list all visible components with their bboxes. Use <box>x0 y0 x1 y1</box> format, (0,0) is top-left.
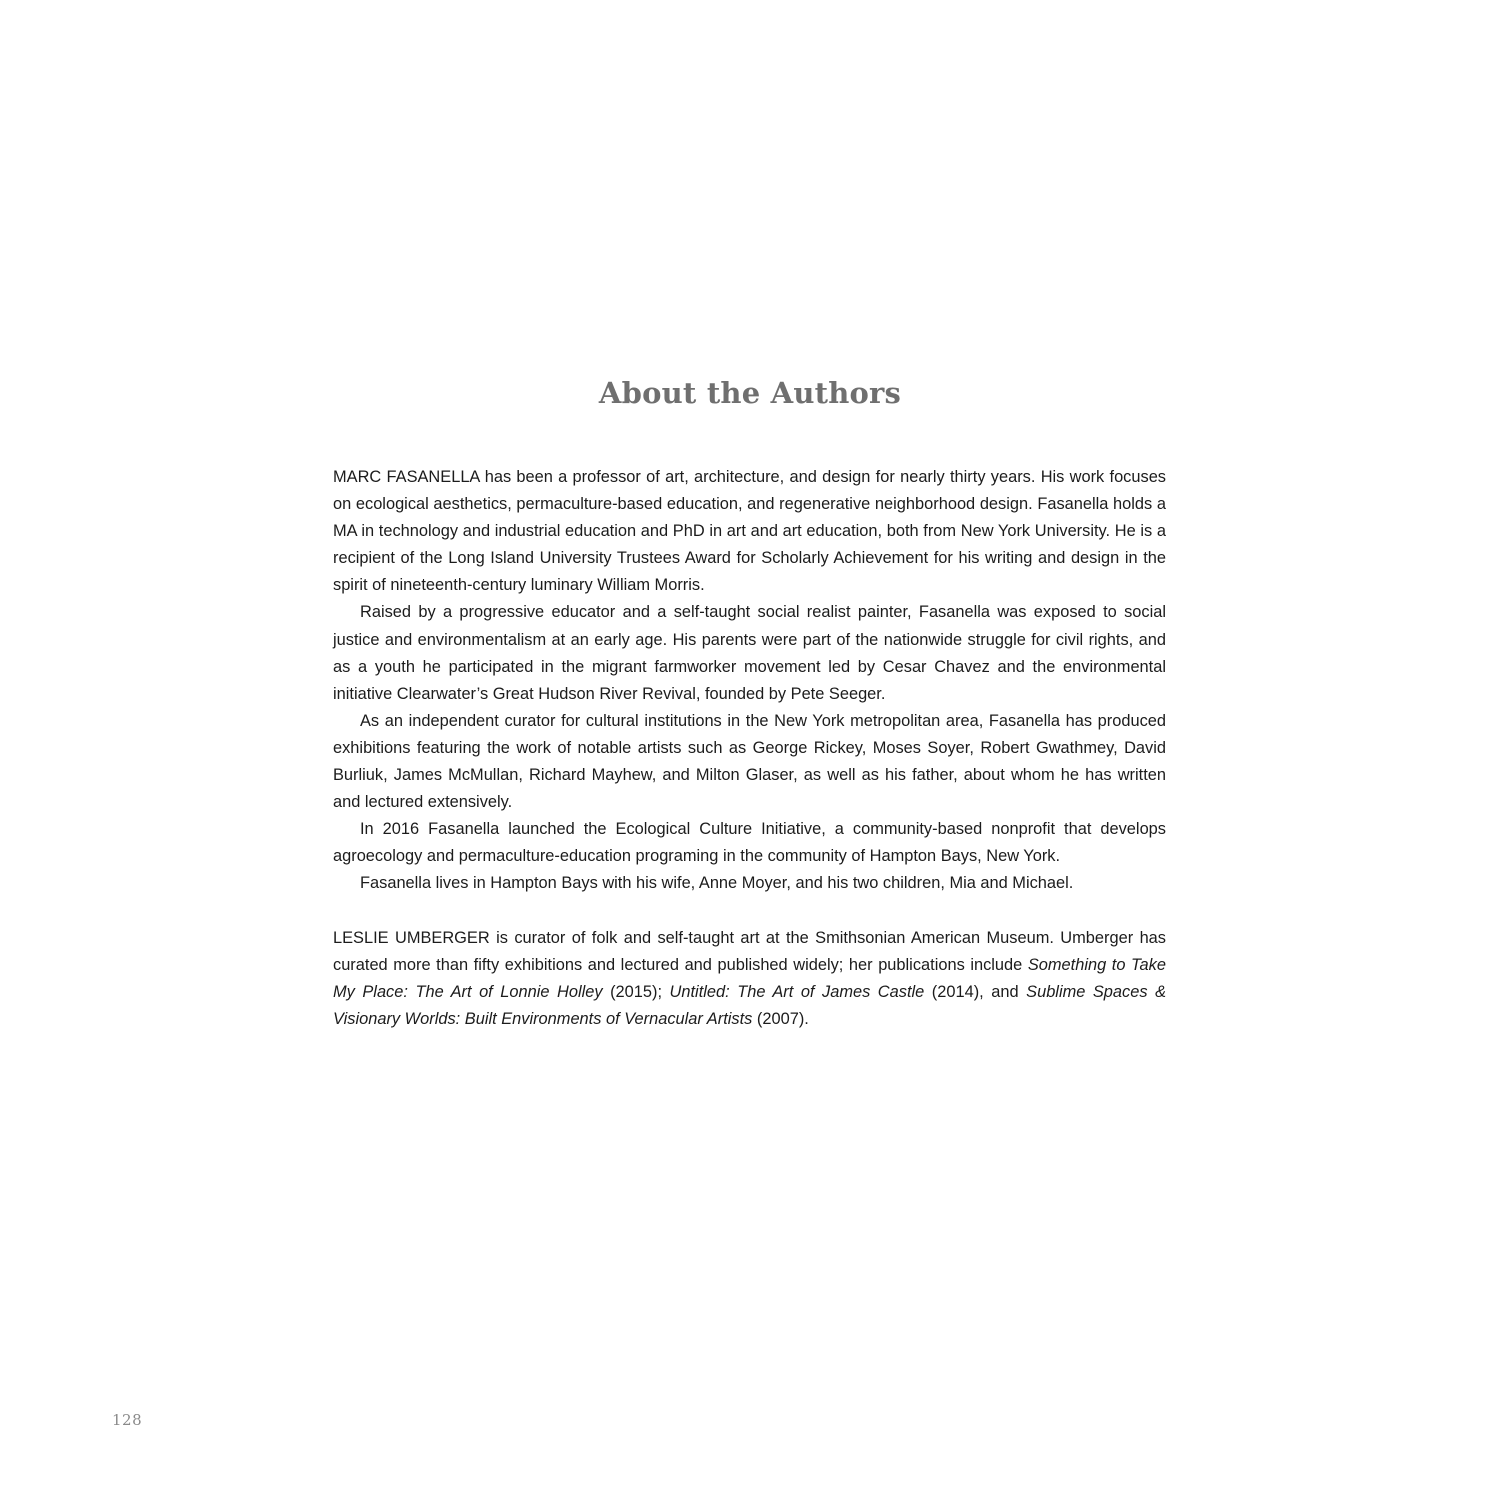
publication-title-3: Sublime Spaces & Visionary Worlds: Built Environments of Vernacular Artists <box>333 982 1167 1028</box>
section-gap <box>333 898 1166 925</box>
publication-year-2: (2014), and <box>924 982 1027 1001</box>
publication-year-1: (2015); <box>602 982 670 1001</box>
fasanella-paragraph-5: Fasanella lives in Hampton Bays with his wife, Anne Moyer, and his two children, Mia and Michael. <box>360 874 1074 893</box>
page-number: 128 <box>112 1411 143 1429</box>
umberger-paragraph <box>333 925 1166 1033</box>
authors-body <box>333 464 1166 1033</box>
publication-title-2: Untitled: The Art of James Castle <box>669 982 925 1001</box>
fasanella-paragraph-3: As an independent curator for cultural institutions in the New York metropolitan area, Fasanella has produced exhibitions featuring the work of notable artists such as George Rickey, Moses Soyer, Robert Gwathmey, David Burliuk, James McMullan, Richard Mayhew, and Milton Glaser, as well as his father, about whom he has written and lectured extensively. <box>333 711 1166 812</box>
publication-title-1: Something to Take My Place: The Art of Lonnie Holley <box>333 955 1166 1001</box>
fasanella-paragraph-4: In 2016 Fasanella launched the Ecological Culture Initiative, a community-based nonprofit that develops agroecology and permaculture-education programing in the community of Hampton Bays, New York. <box>333 820 1166 866</box>
umberger-intro: LESLIE UMBERGER is curator of folk and self-taught art at the Smithsonian American Museum. Umberger has curated more than fifty exhibitions and lectured and published widely; her publications include <box>333 928 1166 974</box>
fasanella-paragraph-1: MARC FASANELLA has been a professor of art, architecture, and design for nearly thirty years. His work focuses on ecological aesthetics, permaculture-based education, and regenerative neighborhood design. Fasanella holds a MA in technology and industrial education and PhD in art and art education, both from New York University. He is a recipient of the Long Island University Trustees Award for Scholarly Achievement for his writing and design in the spirit of nineteenth-century luminary William Morris. <box>333 468 1166 595</box>
publication-year-3: (2007). <box>752 1009 809 1028</box>
fasanella-paragraph-2: Raised by a progressive educator and a self-taught social realist painter, Fasanella was exposed to social justice and environmentalism at an early age. His parents were part of the nationwide struggle for civil rights, and as a youth he participated in the migrant farmworker movement led by Cesar Chavez and the environmental initiative Clearwater’s Great Hudson River Revival, founded by Pete Seeger. <box>333 603 1166 703</box>
page-title: About the Authors <box>598 376 902 410</box>
